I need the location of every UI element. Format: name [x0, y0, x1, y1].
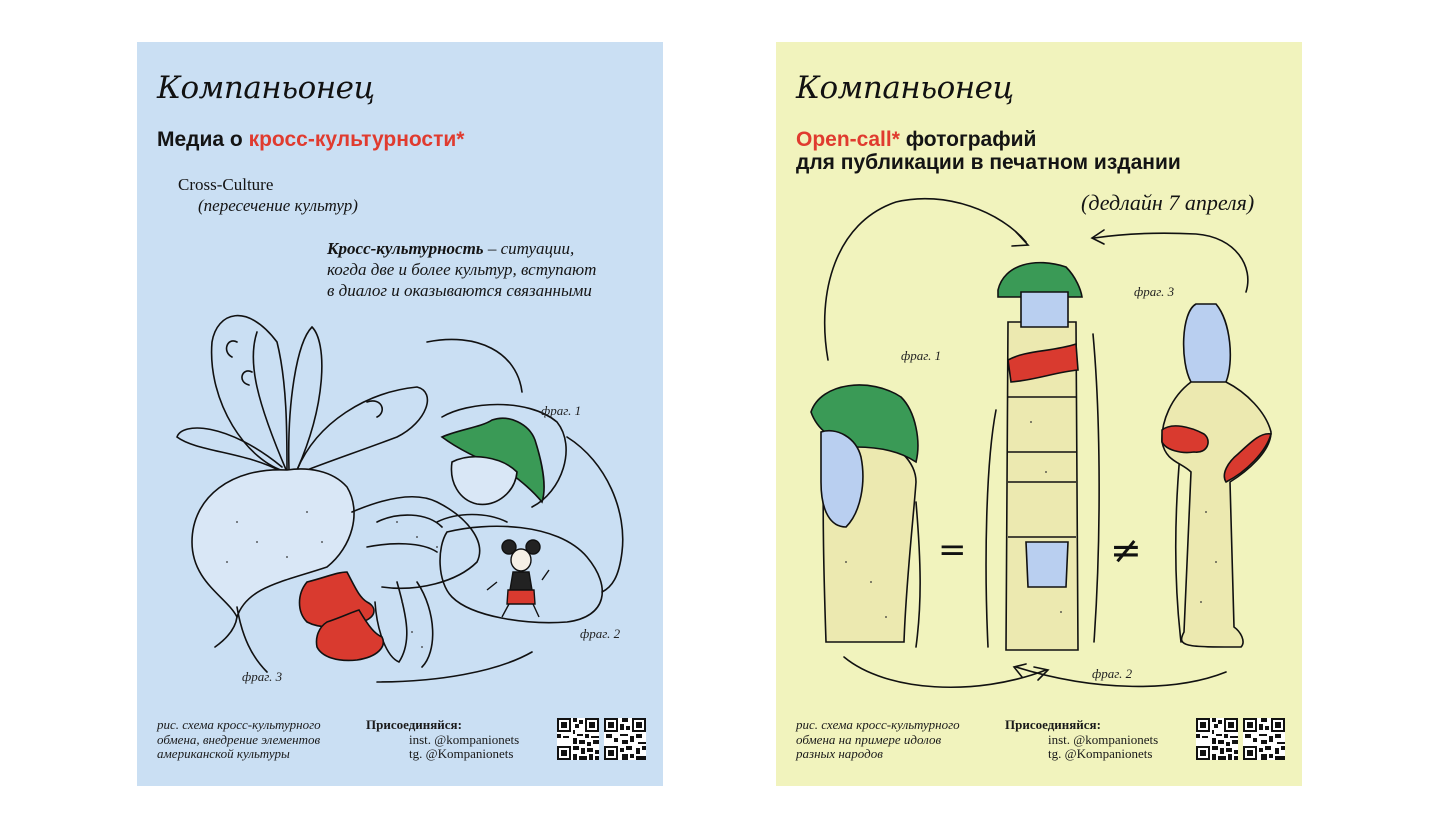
join-title: Присоединяйся: [366, 717, 462, 732]
boots-fragment [300, 572, 384, 660]
fragment-label-3: фраг. 3 [242, 669, 283, 684]
headline-text: Медиа о [157, 128, 249, 151]
term-translation: (пересечение культур) [198, 196, 358, 215]
definition-text [327, 238, 596, 301]
fragment-label-3: фраг. 3 [1134, 284, 1175, 299]
telegram-handle[interactable]: tg. @Kompanionets [409, 746, 514, 761]
instagram-handle[interactable]: inst. @kompanionets [1048, 731, 1159, 747]
qr-code-icon[interactable] [604, 718, 646, 760]
caption-line: обмена на примере идолов [796, 731, 942, 747]
definition-line2: когда две и более культур, вступают [327, 260, 597, 279]
not-equal-sign: ≠ [1110, 528, 1142, 572]
headline-text: фотографий [899, 128, 1037, 151]
join-block [366, 718, 519, 762]
join-block [1005, 718, 1158, 762]
mouse-fragment [487, 540, 549, 617]
qr-code-icon[interactable] [557, 718, 599, 760]
instagram-handle[interactable]: inst. @kompanionets [409, 731, 520, 747]
figure-caption [157, 718, 321, 762]
fragment-label-1: фраг. 1 [541, 403, 582, 418]
fragment-label-2: фраг. 2 [580, 626, 621, 641]
poster-open-call [776, 42, 1302, 786]
caption-line: рис. схема кросс-культурного [796, 717, 960, 732]
idol-fragment-1 [811, 385, 918, 642]
poster-headline [796, 128, 1181, 174]
definition-term: Кросс-культурность [327, 239, 484, 258]
caption-line: разных народов [796, 746, 883, 761]
term-title: Cross-Culture [178, 175, 274, 194]
figure-caption [796, 718, 960, 762]
caption-line: рис. схема кросс-культурного [157, 717, 321, 732]
qr-code-icon[interactable] [1196, 718, 1238, 760]
fragment-label-1: фраг. 1 [901, 348, 942, 363]
hat-fragment [442, 418, 544, 504]
poster-cross-culture [137, 42, 663, 786]
caption-line: американской культуры [157, 746, 290, 761]
headline-line2: для публикации в печатном издании [796, 151, 1181, 174]
illustration-radish-exchange [137, 42, 663, 786]
telegram-handle[interactable]: tg. @Kompanionets [1048, 746, 1153, 761]
brand-logo: Компаньонец [796, 70, 1014, 106]
fragment-label-2: фраг. 2 [1092, 666, 1133, 681]
definition-line3: в диалог и оказываются связанными [327, 281, 592, 300]
join-title: Присоединяйся: [1005, 717, 1101, 732]
deadline-text: (дедлайн 7 апреля) [1081, 190, 1255, 215]
headline-accent: Open-call* [796, 128, 900, 151]
equal-sign: = [938, 530, 967, 570]
idol-fragment-2 [998, 263, 1082, 650]
caption-line: обмена, внедрение элементов [157, 731, 321, 747]
brand-logo: Компаньонец [157, 70, 375, 106]
headline-accent: кросс-культурности* [248, 128, 465, 151]
qr-code-icon[interactable] [1243, 718, 1285, 760]
poster-headline [157, 128, 464, 151]
definition-line1: – ситуации, [483, 239, 575, 258]
